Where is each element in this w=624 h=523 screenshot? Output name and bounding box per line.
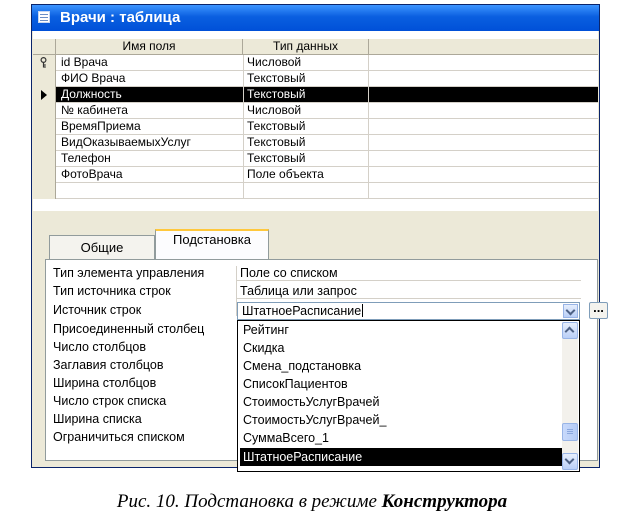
caption-text: Рис. 10. Подстановка в режиме — [116, 491, 382, 512]
chevron-up-icon — [565, 327, 575, 337]
caption-bold-text: Конструктора — [381, 491, 508, 512]
row-selector[interactable] — [33, 167, 56, 183]
window-title: Врачи : таблица — [60, 9, 181, 26]
field-name[interactable]: Телефон — [61, 151, 111, 165]
dropdown-item[interactable]: Смена_подстановка — [243, 359, 362, 373]
dropdown-scrollbar[interactable] — [562, 322, 578, 470]
tab-lookup[interactable] — [155, 229, 269, 259]
row-source-combobox[interactable] — [237, 302, 580, 320]
field-row[interactable] — [33, 103, 598, 119]
window-titlebar[interactable] — [32, 5, 599, 31]
field-name[interactable]: ВремяПриема — [61, 119, 141, 133]
field-type[interactable]: Текстовый — [247, 135, 306, 149]
dropdown-item[interactable]: СтоимостьУслугВрачей_ — [243, 413, 387, 427]
field-type[interactable]: Текстовый — [247, 71, 306, 85]
field-type[interactable]: Числовой — [247, 103, 302, 117]
prop-label-list-width: Ширина списка — [53, 412, 142, 426]
primary-key-icon — [39, 57, 48, 68]
dropdown-item[interactable]: СтоимостьУслугВрачей — [243, 395, 380, 409]
row-source-type-value[interactable]: Таблица или запрос — [237, 283, 581, 299]
prop-label-column-count: Число столбцов — [53, 340, 146, 354]
prop-label-column-widths: Ширина столбцов — [53, 376, 157, 390]
field-grid — [33, 31, 598, 211]
dropdown-item-selected[interactable]: ШтатноеРасписание — [240, 448, 563, 466]
field-name[interactable]: ФотоВрача — [61, 167, 123, 181]
prop-label-limit-to-list: Ограничиться списком — [53, 430, 185, 444]
field-name[interactable]: id Врача — [61, 55, 108, 69]
row-selector[interactable] — [33, 119, 56, 135]
field-properties-panel — [33, 215, 604, 467]
prop-label-list-rows: Число строк списка — [53, 394, 167, 408]
field-name[interactable]: Должность — [61, 87, 122, 101]
field-name[interactable]: № кабинета — [61, 103, 128, 117]
row-selector[interactable] — [33, 55, 56, 71]
current-row-arrow-icon — [41, 90, 47, 100]
prop-label-column-heads: Заглавия столбцов — [53, 358, 164, 372]
header-selector[interactable] — [33, 39, 56, 54]
row-source-text: ШтатноеРасписание — [242, 304, 362, 318]
field-row[interactable] — [33, 119, 598, 135]
field-row-selected[interactable] — [33, 87, 598, 103]
figure-caption — [0, 491, 624, 513]
row-source-dropdown-list[interactable] — [237, 320, 580, 472]
scrollbar-thumb[interactable] — [562, 423, 578, 441]
dropdown-item[interactable]: СписокПациентов — [243, 377, 348, 391]
grid-header — [33, 39, 598, 55]
row-selector[interactable] — [33, 151, 56, 167]
field-row[interactable] — [33, 167, 598, 183]
row-selector[interactable] — [33, 183, 56, 199]
control-type-value[interactable]: Поле со списком — [237, 265, 581, 281]
scroll-down-button[interactable] — [562, 453, 578, 470]
column-header-data-type[interactable]: Тип данных — [243, 39, 369, 54]
dropdown-item[interactable]: Скидка — [243, 341, 285, 355]
field-type[interactable]: Поле объекта — [247, 167, 324, 181]
table-icon — [38, 11, 50, 23]
prop-label-row-source-type: Тип источника строк — [53, 284, 171, 298]
prop-label-control-type: Тип элемента управления — [53, 266, 205, 280]
prop-label-row-source: Источник строк — [53, 303, 142, 317]
row-selector[interactable] — [33, 103, 56, 119]
field-row[interactable] — [33, 151, 598, 167]
row-selector[interactable] — [33, 71, 56, 87]
field-type[interactable]: Текстовый — [247, 119, 306, 133]
text-caret — [362, 304, 363, 317]
dropdown-item[interactable]: Рейтинг — [243, 323, 289, 337]
prop-label-bound-column: Присоединенный столбец — [53, 322, 205, 336]
field-type[interactable]: Числовой — [247, 55, 302, 69]
tab-general[interactable] — [49, 235, 155, 259]
chevron-down-icon — [565, 455, 575, 465]
row-selector[interactable] — [33, 135, 56, 151]
column-header-field-name[interactable]: Имя поля — [56, 39, 243, 54]
field-name[interactable]: ВидОказываемыхУслуг — [61, 135, 191, 149]
row-source-dropdown-button[interactable] — [563, 304, 578, 318]
row-selector[interactable] — [33, 87, 56, 103]
field-row-empty[interactable] — [33, 183, 598, 199]
field-row[interactable] — [33, 71, 598, 87]
field-type[interactable]: Текстовый — [247, 87, 306, 101]
table-design-window — [31, 4, 604, 468]
field-name[interactable]: ФИО Врача — [61, 71, 126, 85]
chevron-down-icon — [566, 306, 576, 316]
field-row[interactable] — [33, 135, 598, 151]
row-source-value[interactable] — [242, 303, 363, 319]
dropdown-item[interactable]: СуммаВсего_1 — [243, 431, 329, 445]
scroll-up-button[interactable] — [562, 322, 578, 339]
field-row[interactable] — [33, 55, 598, 71]
builder-button[interactable]: ... — [589, 302, 608, 319]
tab-general-label: Общие — [80, 240, 124, 255]
field-type[interactable]: Текстовый — [247, 151, 306, 165]
lookup-properties — [45, 259, 604, 464]
tab-lookup-label: Подстановка — [173, 232, 251, 247]
